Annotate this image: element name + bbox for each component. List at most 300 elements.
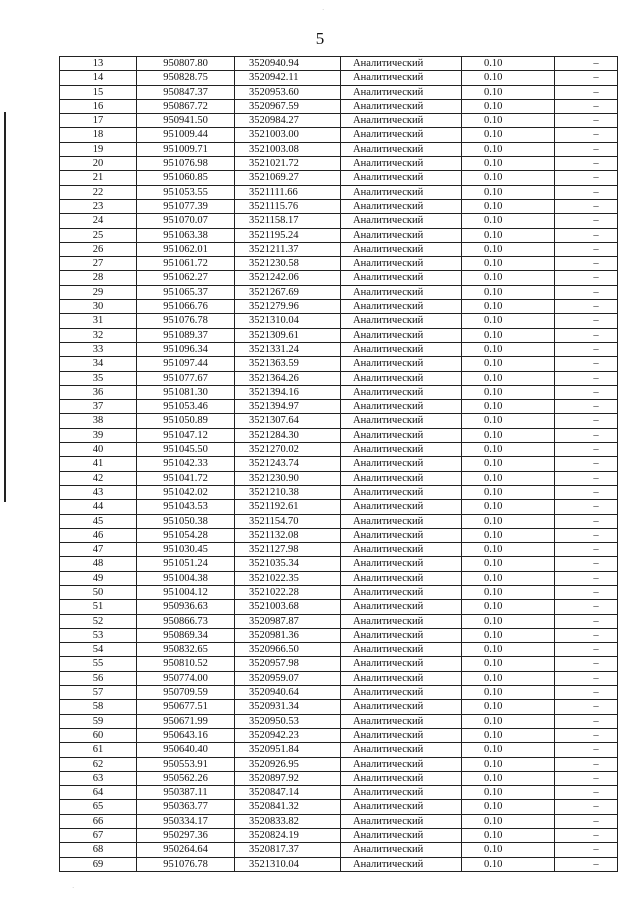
- note-cell: –: [555, 128, 618, 142]
- point-number-cell: 44: [60, 500, 137, 514]
- table-row: [60, 271, 618, 285]
- x-coordinate-cell: 950810.52: [137, 657, 235, 671]
- accuracy-cell: 0.10: [462, 757, 555, 771]
- y-coordinate-cell: 3521394.16: [235, 385, 341, 399]
- table-row: [60, 628, 618, 642]
- note-cell: –: [555, 800, 618, 814]
- note-cell: –: [555, 428, 618, 442]
- x-coordinate-cell: 950828.75: [137, 71, 235, 85]
- x-coordinate-cell: 951009.71: [137, 142, 235, 156]
- y-coordinate-cell: 3521022.35: [235, 571, 341, 585]
- point-number-cell: 59: [60, 714, 137, 728]
- y-coordinate-cell: 3521331.24: [235, 342, 341, 356]
- accuracy-cell: 0.10: [462, 686, 555, 700]
- note-cell: –: [555, 514, 618, 528]
- accuracy-cell: 0.10: [462, 142, 555, 156]
- table-row: [60, 600, 618, 614]
- x-coordinate-cell: 951054.28: [137, 528, 235, 542]
- accuracy-cell: 0.10: [462, 443, 555, 457]
- point-number-cell: 42: [60, 471, 137, 485]
- determination-method-cell: Аналитический: [341, 214, 462, 228]
- note-cell: –: [555, 543, 618, 557]
- determination-method-cell: Аналитический: [341, 814, 462, 828]
- x-coordinate-cell: 950807.80: [137, 57, 235, 71]
- accuracy-cell: 0.10: [462, 157, 555, 171]
- y-coordinate-cell: 3521310.04: [235, 857, 341, 871]
- x-coordinate-cell: 951004.38: [137, 571, 235, 585]
- point-number-cell: 55: [60, 657, 137, 671]
- y-coordinate-cell: 3521192.61: [235, 500, 341, 514]
- table-row: [60, 85, 618, 99]
- table-row: [60, 71, 618, 85]
- scan-margin-line: [4, 112, 6, 502]
- table-row: [60, 328, 618, 342]
- accuracy-cell: 0.10: [462, 242, 555, 256]
- x-coordinate-cell: 951077.39: [137, 199, 235, 213]
- accuracy-cell: 0.10: [462, 485, 555, 499]
- x-coordinate-cell: 951097.44: [137, 357, 235, 371]
- determination-method-cell: Аналитический: [341, 385, 462, 399]
- table-row: [60, 99, 618, 113]
- point-number-cell: 52: [60, 614, 137, 628]
- table-row: [60, 300, 618, 314]
- x-coordinate-cell: 951089.37: [137, 328, 235, 342]
- y-coordinate-cell: 3521267.69: [235, 285, 341, 299]
- determination-method-cell: Аналитический: [341, 142, 462, 156]
- table-row: [60, 357, 618, 371]
- x-coordinate-cell: 950869.34: [137, 628, 235, 642]
- table-row: [60, 786, 618, 800]
- table-row: [60, 671, 618, 685]
- accuracy-cell: 0.10: [462, 528, 555, 542]
- x-coordinate-cell: 950264.64: [137, 843, 235, 857]
- point-number-cell: 43: [60, 485, 137, 499]
- table-row: [60, 171, 618, 185]
- accuracy-cell: 0.10: [462, 214, 555, 228]
- x-coordinate-cell: 951076.78: [137, 314, 235, 328]
- x-coordinate-cell: 950847.37: [137, 85, 235, 99]
- y-coordinate-cell: 3520940.64: [235, 686, 341, 700]
- note-cell: –: [555, 414, 618, 428]
- x-coordinate-cell: 950640.40: [137, 743, 235, 757]
- x-coordinate-cell: 951076.98: [137, 157, 235, 171]
- point-number-cell: 61: [60, 743, 137, 757]
- note-cell: –: [555, 314, 618, 328]
- y-coordinate-cell: 3521309.61: [235, 328, 341, 342]
- note-cell: –: [555, 557, 618, 571]
- x-coordinate-cell: 950643.16: [137, 728, 235, 742]
- point-number-cell: 31: [60, 314, 137, 328]
- determination-method-cell: Аналитический: [341, 671, 462, 685]
- y-coordinate-cell: 3521158.17: [235, 214, 341, 228]
- note-cell: –: [555, 585, 618, 599]
- point-number-cell: 64: [60, 786, 137, 800]
- x-coordinate-cell: 951096.34: [137, 342, 235, 356]
- accuracy-cell: 0.10: [462, 400, 555, 414]
- determination-method-cell: Аналитический: [341, 557, 462, 571]
- determination-method-cell: Аналитический: [341, 757, 462, 771]
- note-cell: –: [555, 528, 618, 542]
- x-coordinate-cell: 951004.12: [137, 585, 235, 599]
- y-coordinate-cell: 3520967.59: [235, 99, 341, 113]
- note-cell: –: [555, 485, 618, 499]
- table-row: [60, 242, 618, 256]
- x-coordinate-cell: 951077.67: [137, 371, 235, 385]
- determination-method-cell: Аналитический: [341, 328, 462, 342]
- accuracy-cell: 0.10: [462, 428, 555, 442]
- note-cell: –: [555, 743, 618, 757]
- accuracy-cell: 0.10: [462, 314, 555, 328]
- note-cell: –: [555, 214, 618, 228]
- point-number-cell: 40: [60, 443, 137, 457]
- y-coordinate-cell: 3521243.74: [235, 457, 341, 471]
- determination-method-cell: Аналитический: [341, 571, 462, 585]
- x-coordinate-cell: 951062.27: [137, 271, 235, 285]
- determination-method-cell: Аналитический: [341, 443, 462, 457]
- point-number-cell: 62: [60, 757, 137, 771]
- note-cell: –: [555, 285, 618, 299]
- note-cell: –: [555, 628, 618, 642]
- x-coordinate-cell: 951047.12: [137, 428, 235, 442]
- coordinates-table-body: [60, 57, 618, 872]
- determination-method-cell: Аналитический: [341, 342, 462, 356]
- point-number-cell: 38: [60, 414, 137, 428]
- y-coordinate-cell: 3521310.04: [235, 314, 341, 328]
- y-coordinate-cell: 3521230.58: [235, 257, 341, 271]
- x-coordinate-cell: 951065.37: [137, 285, 235, 299]
- note-cell: –: [555, 786, 618, 800]
- table-row: [60, 428, 618, 442]
- table-row: [60, 614, 618, 628]
- point-number-cell: 16: [60, 99, 137, 113]
- scan-speck: ·: [72, 884, 75, 892]
- determination-method-cell: Аналитический: [341, 314, 462, 328]
- determination-method-cell: Аналитический: [341, 771, 462, 785]
- point-number-cell: 58: [60, 700, 137, 714]
- note-cell: –: [555, 814, 618, 828]
- y-coordinate-cell: 3520981.36: [235, 628, 341, 642]
- accuracy-cell: 0.10: [462, 371, 555, 385]
- point-number-cell: 46: [60, 528, 137, 542]
- y-coordinate-cell: 3520984.27: [235, 114, 341, 128]
- point-number-cell: 69: [60, 857, 137, 871]
- point-number-cell: 56: [60, 671, 137, 685]
- x-coordinate-cell: 951030.45: [137, 543, 235, 557]
- determination-method-cell: Аналитический: [341, 71, 462, 85]
- point-number-cell: 18: [60, 128, 137, 142]
- note-cell: –: [555, 371, 618, 385]
- y-coordinate-cell: 3521132.08: [235, 528, 341, 542]
- accuracy-cell: 0.10: [462, 843, 555, 857]
- point-number-cell: 66: [60, 814, 137, 828]
- y-coordinate-cell: 3521211.37: [235, 242, 341, 256]
- point-number-cell: 19: [60, 142, 137, 156]
- accuracy-cell: 0.10: [462, 643, 555, 657]
- point-number-cell: 24: [60, 214, 137, 228]
- y-coordinate-cell: 3521127.98: [235, 543, 341, 557]
- note-cell: –: [555, 271, 618, 285]
- determination-method-cell: Аналитический: [341, 500, 462, 514]
- table-row: [60, 385, 618, 399]
- determination-method-cell: Аналитический: [341, 85, 462, 99]
- y-coordinate-cell: 3521154.70: [235, 514, 341, 528]
- note-cell: –: [555, 242, 618, 256]
- note-cell: –: [555, 571, 618, 585]
- x-coordinate-cell: 951076.78: [137, 857, 235, 871]
- y-coordinate-cell: 3521307.64: [235, 414, 341, 428]
- determination-method-cell: Аналитический: [341, 428, 462, 442]
- x-coordinate-cell: 950866.73: [137, 614, 235, 628]
- accuracy-cell: 0.10: [462, 85, 555, 99]
- x-coordinate-cell: 950941.50: [137, 114, 235, 128]
- table-row: [60, 371, 618, 385]
- table-row: [60, 857, 618, 871]
- table-row: [60, 528, 618, 542]
- note-cell: –: [555, 185, 618, 199]
- x-coordinate-cell: 950832.65: [137, 643, 235, 657]
- point-number-cell: 60: [60, 728, 137, 742]
- determination-method-cell: Аналитический: [341, 128, 462, 142]
- x-coordinate-cell: 951042.02: [137, 485, 235, 499]
- accuracy-cell: 0.10: [462, 743, 555, 757]
- accuracy-cell: 0.10: [462, 385, 555, 399]
- y-coordinate-cell: 3520957.98: [235, 657, 341, 671]
- point-number-cell: 33: [60, 342, 137, 356]
- point-number-cell: 22: [60, 185, 137, 199]
- table-row: [60, 514, 618, 528]
- accuracy-cell: 0.10: [462, 199, 555, 213]
- note-cell: –: [555, 357, 618, 371]
- point-number-cell: 54: [60, 643, 137, 657]
- accuracy-cell: 0.10: [462, 114, 555, 128]
- x-coordinate-cell: 951050.38: [137, 514, 235, 528]
- note-cell: –: [555, 757, 618, 771]
- determination-method-cell: Аналитический: [341, 271, 462, 285]
- accuracy-cell: 0.10: [462, 414, 555, 428]
- accuracy-cell: 0.10: [462, 185, 555, 199]
- y-coordinate-cell: 3521210.38: [235, 485, 341, 499]
- table-row: [60, 771, 618, 785]
- note-cell: –: [555, 700, 618, 714]
- y-coordinate-cell: 3520817.37: [235, 843, 341, 857]
- determination-method-cell: Аналитический: [341, 185, 462, 199]
- determination-method-cell: Аналитический: [341, 843, 462, 857]
- determination-method-cell: Аналитический: [341, 528, 462, 542]
- determination-method-cell: Аналитический: [341, 728, 462, 742]
- x-coordinate-cell: 950562.26: [137, 771, 235, 785]
- table-row: [60, 657, 618, 671]
- accuracy-cell: 0.10: [462, 786, 555, 800]
- x-coordinate-cell: 950671.99: [137, 714, 235, 728]
- accuracy-cell: 0.10: [462, 671, 555, 685]
- note-cell: –: [555, 257, 618, 271]
- y-coordinate-cell: 3520942.11: [235, 71, 341, 85]
- table-row: [60, 686, 618, 700]
- note-cell: –: [555, 686, 618, 700]
- x-coordinate-cell: 950363.77: [137, 800, 235, 814]
- x-coordinate-cell: 950677.51: [137, 700, 235, 714]
- y-coordinate-cell: 3521003.08: [235, 142, 341, 156]
- x-coordinate-cell: 951050.89: [137, 414, 235, 428]
- accuracy-cell: 0.10: [462, 457, 555, 471]
- determination-method-cell: Аналитический: [341, 400, 462, 414]
- determination-method-cell: Аналитический: [341, 114, 462, 128]
- accuracy-cell: 0.10: [462, 814, 555, 828]
- determination-method-cell: Аналитический: [341, 457, 462, 471]
- x-coordinate-cell: 951070.07: [137, 214, 235, 228]
- table-row: [60, 228, 618, 242]
- accuracy-cell: 0.10: [462, 228, 555, 242]
- y-coordinate-cell: 3521195.24: [235, 228, 341, 242]
- point-number-cell: 48: [60, 557, 137, 571]
- accuracy-cell: 0.10: [462, 657, 555, 671]
- table-row: [60, 285, 618, 299]
- table-row: [60, 500, 618, 514]
- y-coordinate-cell: 3521242.06: [235, 271, 341, 285]
- x-coordinate-cell: 950936.63: [137, 600, 235, 614]
- table-row: [60, 214, 618, 228]
- x-coordinate-cell: 951061.72: [137, 257, 235, 271]
- note-cell: –: [555, 714, 618, 728]
- note-cell: –: [555, 457, 618, 471]
- point-number-cell: 51: [60, 600, 137, 614]
- point-number-cell: 35: [60, 371, 137, 385]
- y-coordinate-cell: 3520942.23: [235, 728, 341, 742]
- note-cell: –: [555, 300, 618, 314]
- determination-method-cell: Аналитический: [341, 99, 462, 113]
- x-coordinate-cell: 951053.46: [137, 400, 235, 414]
- y-coordinate-cell: 3520897.92: [235, 771, 341, 785]
- accuracy-cell: 0.10: [462, 600, 555, 614]
- point-number-cell: 25: [60, 228, 137, 242]
- table-row: [60, 57, 618, 71]
- point-number-cell: 53: [60, 628, 137, 642]
- table-row: [60, 314, 618, 328]
- table-row: [60, 585, 618, 599]
- y-coordinate-cell: 3521364.26: [235, 371, 341, 385]
- point-number-cell: 34: [60, 357, 137, 371]
- y-coordinate-cell: 3521003.68: [235, 600, 341, 614]
- point-number-cell: 21: [60, 171, 137, 185]
- accuracy-cell: 0.10: [462, 357, 555, 371]
- scan-speck: ·: [322, 6, 325, 14]
- accuracy-cell: 0.10: [462, 585, 555, 599]
- table-row: [60, 714, 618, 728]
- note-cell: –: [555, 71, 618, 85]
- point-number-cell: 27: [60, 257, 137, 271]
- note-cell: –: [555, 228, 618, 242]
- y-coordinate-cell: 3520841.32: [235, 800, 341, 814]
- y-coordinate-cell: 3520953.60: [235, 85, 341, 99]
- note-cell: –: [555, 171, 618, 185]
- table-row: [60, 829, 618, 843]
- note-cell: –: [555, 671, 618, 685]
- note-cell: –: [555, 657, 618, 671]
- table-row: [60, 485, 618, 499]
- y-coordinate-cell: 3520950.53: [235, 714, 341, 728]
- x-coordinate-cell: 951066.76: [137, 300, 235, 314]
- x-coordinate-cell: 951053.55: [137, 185, 235, 199]
- table-row: [60, 142, 618, 156]
- point-number-cell: 45: [60, 514, 137, 528]
- y-coordinate-cell: 3520987.87: [235, 614, 341, 628]
- determination-method-cell: Аналитический: [341, 371, 462, 385]
- determination-method-cell: Аналитический: [341, 485, 462, 499]
- note-cell: –: [555, 443, 618, 457]
- accuracy-cell: 0.10: [462, 57, 555, 71]
- point-number-cell: 26: [60, 242, 137, 256]
- point-number-cell: 67: [60, 829, 137, 843]
- note-cell: –: [555, 114, 618, 128]
- note-cell: –: [555, 85, 618, 99]
- table-row: [60, 557, 618, 571]
- determination-method-cell: Аналитический: [341, 300, 462, 314]
- accuracy-cell: 0.10: [462, 71, 555, 85]
- x-coordinate-cell: 951060.85: [137, 171, 235, 185]
- x-coordinate-cell: 951041.72: [137, 471, 235, 485]
- x-coordinate-cell: 950709.59: [137, 686, 235, 700]
- y-coordinate-cell: 3520931.34: [235, 700, 341, 714]
- note-cell: –: [555, 728, 618, 742]
- accuracy-cell: 0.10: [462, 829, 555, 843]
- y-coordinate-cell: 3520959.07: [235, 671, 341, 685]
- table-row: [60, 643, 618, 657]
- x-coordinate-cell: 951062.01: [137, 242, 235, 256]
- determination-method-cell: Аналитический: [341, 614, 462, 628]
- point-number-cell: 50: [60, 585, 137, 599]
- y-coordinate-cell: 3521069.27: [235, 171, 341, 185]
- table-row: [60, 800, 618, 814]
- y-coordinate-cell: 3521111.66: [235, 185, 341, 199]
- accuracy-cell: 0.10: [462, 771, 555, 785]
- page-number: 5: [315, 29, 325, 48]
- determination-method-cell: Аналитический: [341, 157, 462, 171]
- note-cell: –: [555, 500, 618, 514]
- note-cell: –: [555, 843, 618, 857]
- determination-method-cell: Аналитический: [341, 628, 462, 642]
- point-number-cell: 68: [60, 843, 137, 857]
- x-coordinate-cell: 951051.24: [137, 557, 235, 571]
- determination-method-cell: Аналитический: [341, 57, 462, 71]
- determination-method-cell: Аналитический: [341, 857, 462, 871]
- x-coordinate-cell: 951043.53: [137, 500, 235, 514]
- accuracy-cell: 0.10: [462, 728, 555, 742]
- point-number-cell: 13: [60, 57, 137, 71]
- x-coordinate-cell: 950387.11: [137, 786, 235, 800]
- accuracy-cell: 0.10: [462, 514, 555, 528]
- table-row: [60, 457, 618, 471]
- table-row: [60, 543, 618, 557]
- x-coordinate-cell: 951042.33: [137, 457, 235, 471]
- determination-method-cell: Аналитический: [341, 585, 462, 599]
- x-coordinate-cell: 951081.30: [137, 385, 235, 399]
- note-cell: –: [555, 471, 618, 485]
- accuracy-cell: 0.10: [462, 800, 555, 814]
- determination-method-cell: Аналитический: [341, 414, 462, 428]
- table-row: [60, 400, 618, 414]
- determination-method-cell: Аналитический: [341, 743, 462, 757]
- accuracy-cell: 0.10: [462, 328, 555, 342]
- note-cell: –: [555, 857, 618, 871]
- accuracy-cell: 0.10: [462, 628, 555, 642]
- determination-method-cell: Аналитический: [341, 357, 462, 371]
- determination-method-cell: Аналитический: [341, 657, 462, 671]
- x-coordinate-cell: 950334.17: [137, 814, 235, 828]
- y-coordinate-cell: 3520951.84: [235, 743, 341, 757]
- note-cell: –: [555, 57, 618, 71]
- y-coordinate-cell: 3521279.96: [235, 300, 341, 314]
- x-coordinate-cell: 951045.50: [137, 443, 235, 457]
